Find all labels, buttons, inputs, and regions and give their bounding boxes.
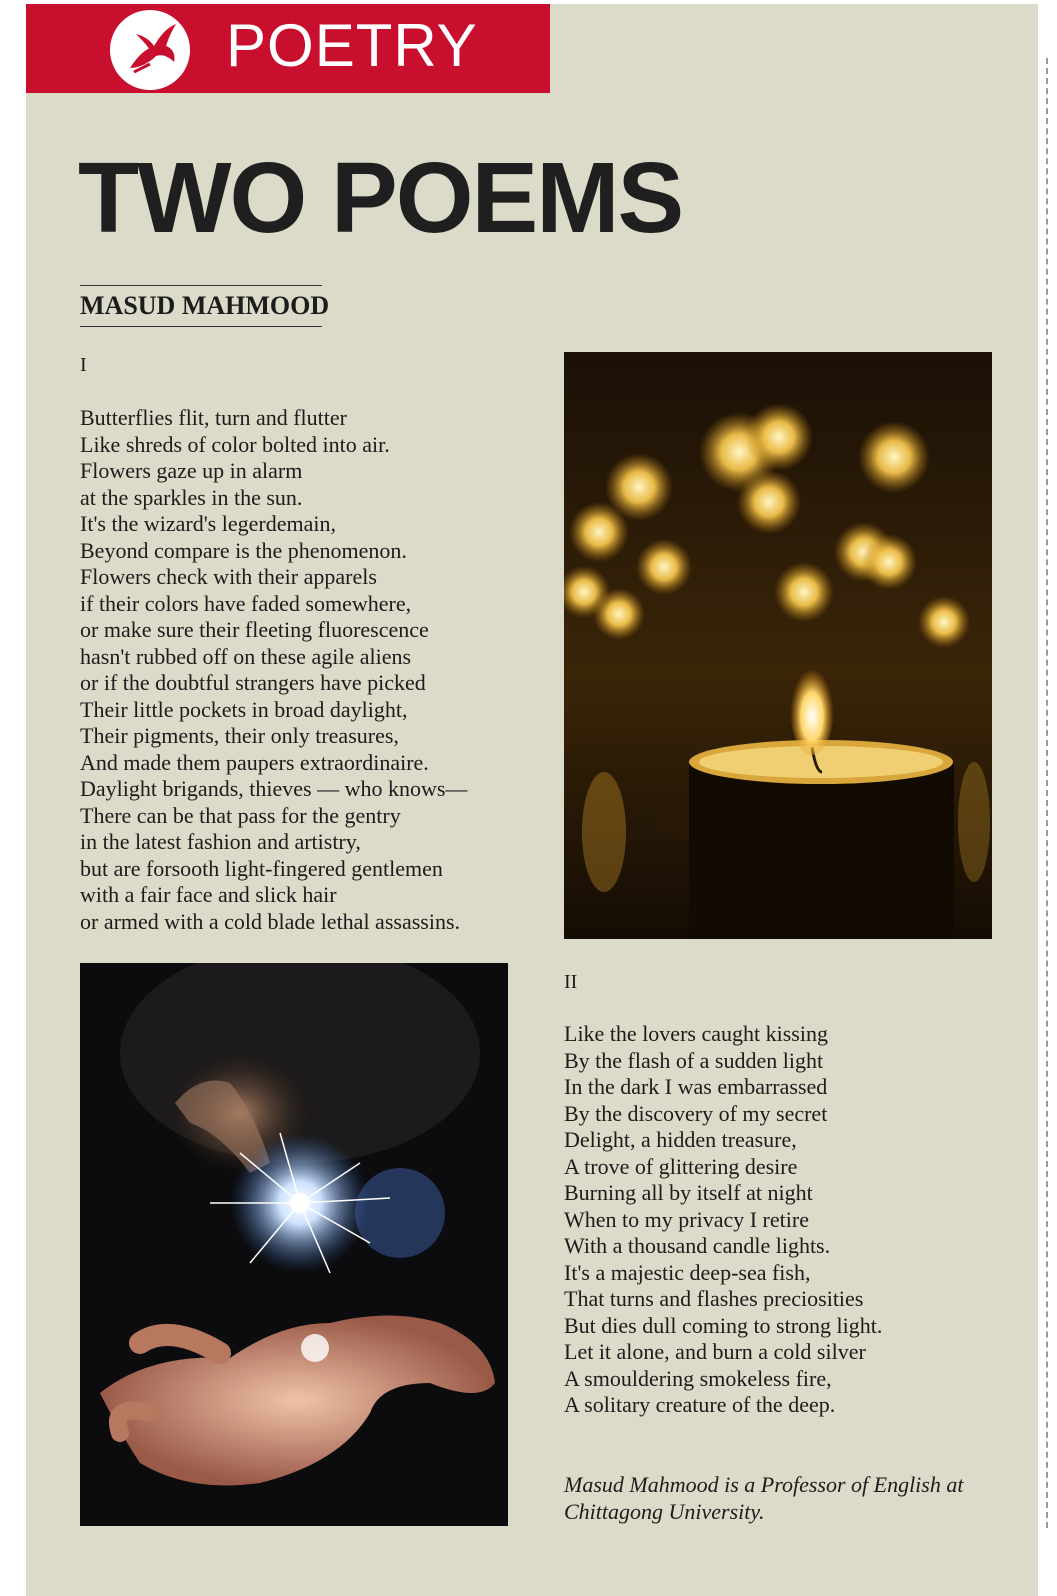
poem-line: Beyond compare is the phenomenon. — [80, 537, 407, 563]
author-byline: MASUD MAHMOOD — [80, 291, 330, 320]
byline-rule-bottom — [80, 326, 322, 327]
bird-logo-icon — [110, 10, 190, 90]
poem-line: Delight, a hidden treasure, — [564, 1127, 797, 1152]
poem-line: In the dark I was embarrassed — [564, 1074, 828, 1099]
poem-line: And made them paupers extraordinaire. — [80, 749, 429, 775]
poem-one — [80, 405, 467, 935]
poem-one-numeral: I — [80, 354, 87, 376]
poem-line: With a thousand candle lights. — [564, 1233, 831, 1258]
poem-line: Butterflies flit, turn and flutter — [80, 405, 347, 430]
poem-line: or if the doubtful strangers have picked — [80, 670, 426, 695]
poem-line: Their little pockets in broad daylight, — [80, 696, 408, 722]
poem-line: with a fair face and slick hair — [80, 882, 337, 907]
poem-line: It's a majestic deep-sea fish, — [564, 1259, 811, 1285]
poem-line: in the latest fashion and artistry, — [80, 829, 361, 854]
section-label: POETRY — [226, 12, 478, 79]
poem-line: or make sure their fleeting fluorescence — [80, 617, 429, 642]
poem-line: Their pigments, their only treasures, — [80, 723, 399, 748]
poem-line: hasn't rubbed off on these agile aliens — [80, 643, 412, 669]
poem-line: Flowers check with their apparels — [80, 564, 377, 589]
poem-line: There can be that pass for the gentry — [80, 802, 401, 828]
poem-line: That turns and flashes preciosities — [564, 1286, 864, 1311]
poem-line: Burning all by itself at night — [564, 1180, 813, 1205]
byline-rule-top — [80, 285, 322, 286]
poem-line: but are forsooth light-fingered gentlemen — [80, 855, 443, 881]
poem-line: Like shreds of color bolted into air. — [80, 431, 390, 457]
poem-two-numeral: II — [564, 971, 578, 993]
poem-line: Flowers gaze up in alarm — [80, 458, 303, 483]
poem-line: if their colors have faded somewhere, — [80, 590, 412, 616]
sparkler-hand-photo — [80, 963, 508, 1526]
article-title: TWO POEMS — [78, 142, 683, 254]
poem-line: By the discovery of my secret — [564, 1100, 828, 1126]
poem-line: Daylight brigands, thieves — who knows— — [80, 776, 468, 801]
poem-line: But dies dull coming to strong light. — [564, 1312, 883, 1338]
poem-line: A solitary creature of the deep. — [564, 1392, 836, 1417]
poem-line: By the flash of a sudden light — [564, 1047, 824, 1073]
poem-line: When to my privacy I retire — [564, 1206, 809, 1232]
poem-line: Like the lovers caught kissing — [564, 1021, 828, 1046]
poem-line: A trove of glittering desire — [564, 1153, 798, 1179]
poem-line: A smouldering smokeless fire, — [564, 1365, 832, 1391]
poem-line: It's the wizard's legerdemain, — [80, 511, 336, 536]
author-bio-note: Masud Mahmood is a Professor of English at Chittagong University. — [564, 1472, 964, 1524]
poem-line: at the sparkles in the sun. — [80, 484, 303, 510]
candle-lights-photo — [564, 352, 992, 939]
poem-two — [564, 1021, 882, 1419]
poem-line: or armed with a cold blade lethal assassins. — [80, 908, 461, 934]
page-edge-dashes — [1046, 58, 1048, 1528]
poem-line: Let it alone, and burn a cold silver — [564, 1339, 866, 1364]
